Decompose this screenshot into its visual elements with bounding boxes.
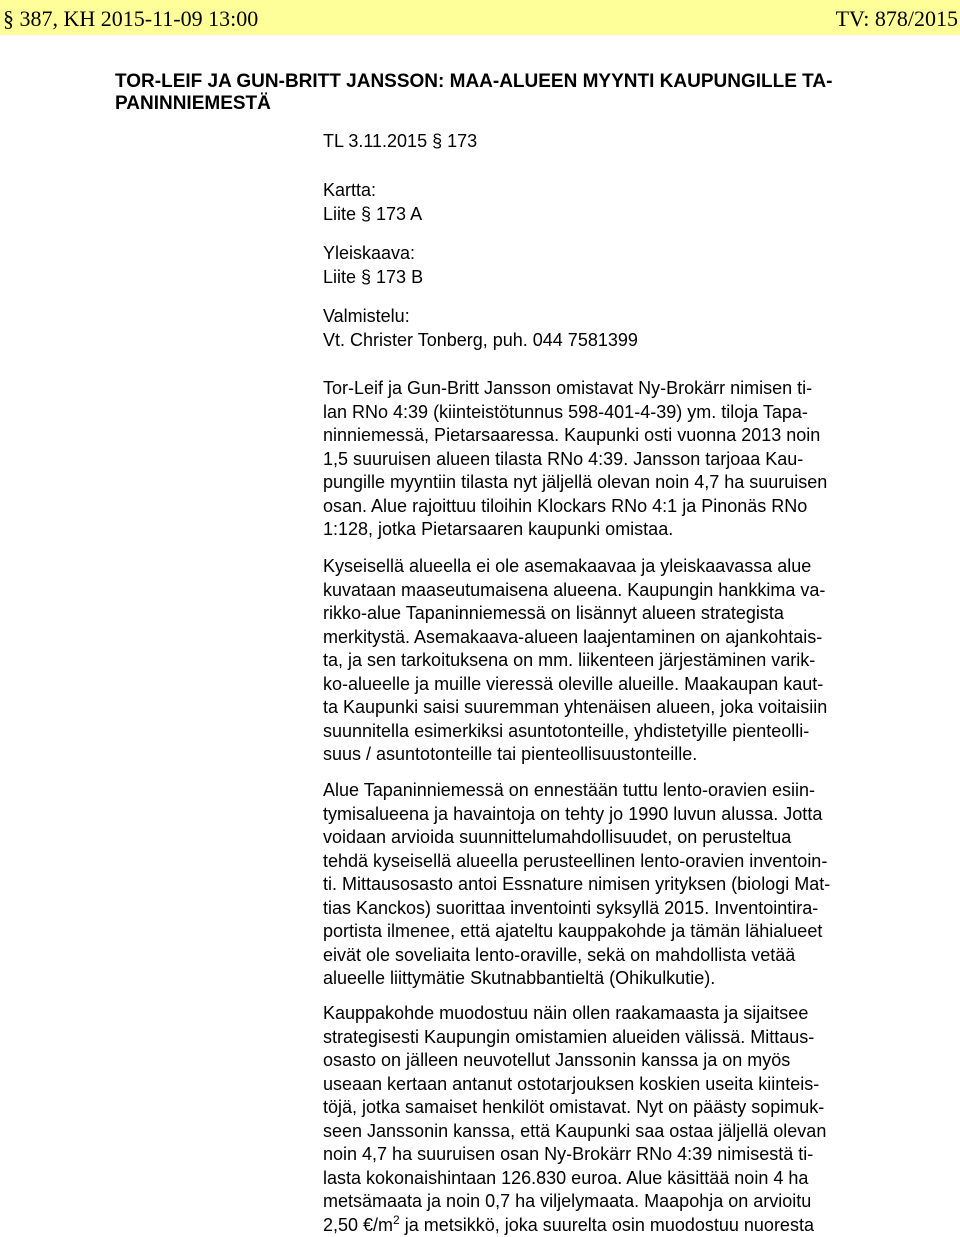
text-line: rikko-alue Tapaninniemessä on lisännyt alueen strategista: [323, 602, 883, 626]
general-plan-label: Yleiskaava:: [323, 242, 883, 266]
title-line: TOR-LEIF JA GUN-BRITT JANSSON: MAA-ALUEEN MYYNTI KAUPUNGILLE TA-: [115, 71, 875, 93]
general-plan-attachment: [323, 242, 883, 289]
text-line: Tor-Leif ja Gun-Britt Jansson omistavat Ny-Brokärr nimisen ti-: [323, 377, 883, 401]
general-plan-value: Liite § 173 B: [323, 266, 883, 290]
title-line: PANINNIEMESTÄ: [115, 93, 875, 115]
text-line: lan RNo 4:39 (kiinteistötunnus 598-401-4-39) ym. tiloja Tapa-: [323, 401, 883, 425]
text-line: merkitystä. Asemakaava-alueen laajentaminen on ajankohtais-: [323, 626, 883, 650]
text-line: suus / asuntotonteille tai pienteollisuustonteille.: [323, 743, 883, 767]
meeting-reference: [323, 130, 883, 154]
text-line: osasto on jälleen neuvotellut Janssonin kanssa ja on myös: [323, 1049, 883, 1073]
text-line: tias Kanckos) suorittaa inventointi syksyllä 2015. Inventointira-: [323, 897, 883, 921]
text-line: ninniemessä, Pietarsaaressa. Kaupunki osti vuonna 2013 noin: [323, 424, 883, 448]
text-line: eivät ole soveliaita lento-oraville, sekä on mahdollista vetää: [323, 944, 883, 968]
meeting-reference-text: TL 3.11.2015 § 173: [323, 130, 883, 154]
document-title: [115, 71, 875, 115]
text-line: osan. Alue rajoittuu tiloihin Klockars RNo 4:1 ja Pinonäs RNo: [323, 495, 883, 519]
text-line: 1,5 suuruisen alueen tilasta RNo 4:39. Jansson tarjoaa Kau-: [323, 448, 883, 472]
text-line: Alue Tapaninniemessä on ennestään tuttu lento-oravien esiin-: [323, 779, 883, 803]
text-line: ko-alueelle ja muille vieressä oleville alueille. Maakaupan kaut-: [323, 673, 883, 697]
text-line: kuvataan maaseutumaisena alueena. Kaupungin hankkima va-: [323, 579, 883, 603]
text-line: 1:128, jotka Pietarsaaren kaupunki omistaa.: [323, 518, 883, 542]
text-line: voidaan arvioida suunnittelumahdollisuudet, on perusteltua: [323, 826, 883, 850]
text-line: tehdä kyseisellä alueella perusteellinen lento-oravien inventoin-: [323, 850, 883, 874]
text-continuation: ja metsikkö, joka suurelta osin muodostuu nuoresta: [400, 1215, 814, 1235]
text-line: noin 4,7 ha suuruisen osan Ny-Brokärr RNo 4:39 nimisestä ti-: [323, 1143, 883, 1167]
text-line: Kauppakohde muodostuu näin ollen raakamaasta ja sijaitsee: [323, 1002, 883, 1026]
text-line: ta, ja sen tarkoituksena on mm. liikenteen järjestäminen varik-: [323, 649, 883, 673]
preparation-value: Vt. Christer Tonberg, puh. 044 7581399: [323, 329, 883, 353]
text-line: pungille myyntiin tilasta nyt jäljellä olevan noin 4,7 ha suuruisen: [323, 471, 883, 495]
text-line: metsämaata ja noin 0,7 ha viljelymaata. Maapohja on arvioitu: [323, 1190, 883, 1214]
text-line: seen Janssonin kanssa, että Kaupunki saa ostaa jäljellä olevan: [323, 1120, 883, 1144]
paragraph-1: [323, 377, 883, 542]
price-text: 2,50 €/m: [323, 1215, 393, 1235]
text-line: tymisalueena ja havaintoja on tehty jo 1990 luvun alussa. Jotta: [323, 803, 883, 827]
text-line: Kyseisellä alueella ei ole asemakaavaa ja yleiskaavassa alue: [323, 555, 883, 579]
map-label: Kartta:: [323, 179, 883, 203]
case-number: TV: 878/2015: [836, 6, 958, 32]
text-line: alueelle liittymätie Skutnabbantieltä (Ohikulkutie).: [323, 967, 883, 991]
map-attachment: [323, 179, 883, 226]
text-line-last: [323, 1214, 883, 1237]
preparation-info: [323, 305, 883, 352]
text-line: suunnitella esimerkiksi asuntotonteille, yhdistetyille pienteolli-: [323, 720, 883, 744]
text-line: ti. Mittausosasto antoi Essnature nimisen yrityksen (biologi Mat-: [323, 873, 883, 897]
paragraph-4: [323, 1002, 883, 1237]
text-line: useaan kertaan antanut ostotarjouksen koskien useita kiinteis-: [323, 1073, 883, 1097]
section-reference: § 387, KH 2015-11-09 13:00: [3, 6, 258, 32]
text-line: strategisesti Kaupungin omistamien alueiden välissä. Mittaus-: [323, 1026, 883, 1050]
text-line: lasta kokonaishintaan 126.830 euroa. Alue käsittää noin 4 ha: [323, 1167, 883, 1191]
preparation-label: Valmistelu:: [323, 305, 883, 329]
map-value: Liite § 173 A: [323, 203, 883, 227]
paragraph-3: [323, 779, 883, 991]
text-line: töjä, jotka samaiset henkilöt omistavat. Nyt on päästy sopimuk-: [323, 1096, 883, 1120]
text-line: ta Kaupunki saisi suuremman yhtenäisen alueen, joka voitaisiin: [323, 696, 883, 720]
square-exponent: 2: [393, 1213, 400, 1227]
paragraph-2: [323, 555, 883, 767]
document-header: [0, 0, 960, 35]
text-line: portista ilmenee, että ajateltu kauppakohde ja tämän lähialueet: [323, 920, 883, 944]
